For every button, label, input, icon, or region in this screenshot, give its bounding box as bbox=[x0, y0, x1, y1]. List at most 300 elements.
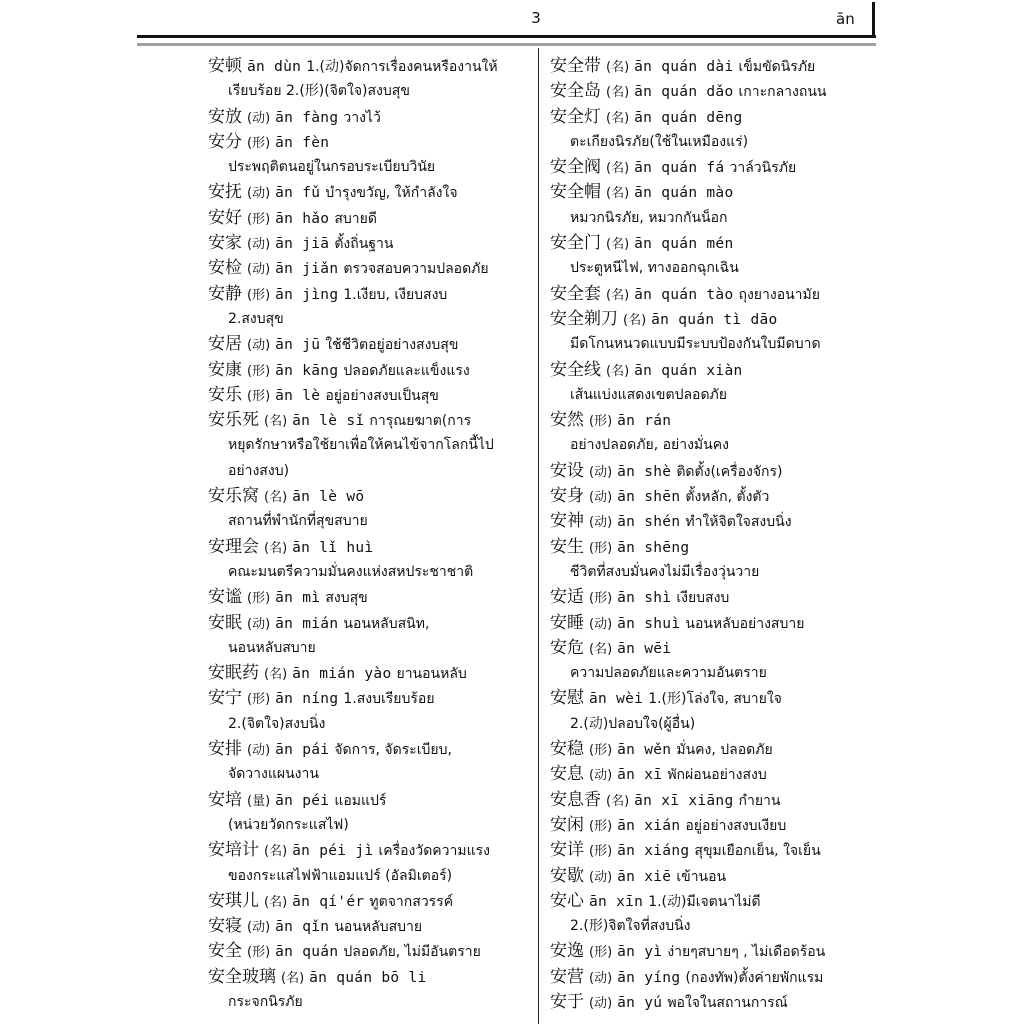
dictionary-entry bbox=[208, 838, 534, 863]
chinese-headword: 安眠药 bbox=[208, 663, 259, 684]
chinese-headword: 安适 bbox=[550, 587, 584, 608]
chinese-headword: 安神 bbox=[550, 511, 584, 532]
dictionary-entry bbox=[208, 737, 534, 762]
entry-continuation bbox=[208, 636, 534, 661]
part-of-speech: (动) bbox=[247, 920, 271, 936]
pinyin: ān shì bbox=[617, 590, 672, 607]
chinese-headword: 安乐窝 bbox=[208, 486, 259, 507]
thai-translation: นอนหลับสนิท, bbox=[343, 615, 430, 632]
pinyin: ān qǐn bbox=[275, 919, 330, 936]
thai-translation: ตะเกียงนิรภัย(ใช้ในเหมืองแร่) bbox=[570, 133, 749, 150]
dictionary-entry bbox=[550, 155, 880, 180]
dictionary-entry bbox=[550, 509, 880, 534]
part-of-speech: (名) bbox=[606, 287, 630, 303]
thai-translation: พอใจในสถานการณ์ bbox=[667, 994, 788, 1011]
dictionary-entry bbox=[208, 788, 534, 813]
thai-translation: ถุงยางอนามัย bbox=[738, 286, 820, 303]
chinese-headword: 安睡 bbox=[550, 612, 584, 633]
part-of-speech: (动) bbox=[589, 970, 613, 986]
entry-continuation bbox=[208, 813, 534, 838]
chinese-headword: 安康 bbox=[208, 359, 242, 380]
chinese-headword: 安生 bbox=[550, 536, 584, 557]
part-of-speech: (动) bbox=[247, 110, 271, 126]
entry-continuation bbox=[550, 914, 880, 939]
dictionary-entry bbox=[208, 914, 534, 939]
entry-continuation bbox=[208, 509, 534, 534]
thai-translation: ของกระแสไฟฟ้าแอมแปร์ (อัลมิเตอร์) bbox=[228, 867, 453, 884]
header-corner-rule bbox=[872, 2, 875, 38]
part-of-speech: (动) bbox=[247, 262, 271, 278]
part-of-speech: (名) bbox=[606, 161, 630, 177]
thai-translation: ใช้ชีวิตอยู่อย่างสงบสุข bbox=[325, 337, 459, 354]
dictionary-entry bbox=[208, 535, 534, 560]
part-of-speech: (名) bbox=[264, 414, 288, 430]
header-rule-thick bbox=[137, 35, 876, 38]
chinese-headword: 安放 bbox=[208, 106, 242, 127]
dictionary-entry bbox=[208, 889, 534, 914]
chinese-headword: 安全线 bbox=[550, 359, 601, 380]
chinese-headword: 安身 bbox=[550, 486, 584, 507]
pinyin: ān quán bō li bbox=[309, 969, 427, 986]
dictionary-entry bbox=[208, 54, 534, 79]
chinese-headword: 安顿 bbox=[208, 56, 242, 76]
dictionary-entry bbox=[208, 585, 534, 610]
chinese-headword: 安闲 bbox=[550, 814, 584, 835]
part-of-speech: (动) bbox=[589, 995, 613, 1011]
thai-translation: (หน่วยวัดกระแสไฟ) bbox=[228, 816, 349, 833]
chinese-headword: 安设 bbox=[550, 460, 584, 481]
entry-continuation bbox=[208, 864, 534, 889]
pinyin: ān shè bbox=[617, 463, 672, 480]
dictionary-entry bbox=[208, 383, 534, 408]
entry-continuation bbox=[208, 155, 534, 180]
chinese-headword: 安详 bbox=[550, 840, 584, 861]
dictionary-entry bbox=[550, 965, 880, 990]
dictionary-entry bbox=[550, 459, 880, 484]
thai-translation: พักผ่อนอย่างสงบ bbox=[667, 767, 767, 784]
part-of-speech: (形) bbox=[589, 414, 613, 430]
thai-translation: ชีวิตที่สงบมั่นคงไม่มีเรื่องวุ่นวาย bbox=[570, 563, 760, 580]
dictionary-entry bbox=[550, 990, 880, 1015]
part-of-speech: (量) bbox=[247, 793, 271, 809]
part-of-speech: (形) bbox=[247, 363, 271, 379]
chinese-headword: 安乐死 bbox=[208, 410, 259, 431]
part-of-speech: (名) bbox=[606, 793, 630, 809]
thai-translation: หยุดรักษาหรือใช้ยาเพื่อให้คนไข้จากโลกนี้ไป bbox=[228, 437, 494, 454]
pinyin: ān péi bbox=[275, 792, 330, 809]
dictionary-entry bbox=[208, 965, 534, 990]
thai-translation: นอนหลับสบาย bbox=[334, 919, 423, 936]
left-column bbox=[208, 54, 534, 1015]
thai-translation: 1.(形)โล่งใจ, สบายใจ bbox=[648, 691, 782, 708]
part-of-speech: (名) bbox=[606, 110, 630, 126]
pinyin: ān xīn bbox=[589, 893, 644, 910]
chinese-headword: 安培计 bbox=[208, 840, 259, 861]
pinyin: ān jiǎn bbox=[275, 261, 339, 278]
part-of-speech: (名) bbox=[264, 667, 288, 683]
pinyin: ān quán tì dāo bbox=[651, 311, 778, 328]
thai-translation: ตั้งหลัก, ตั้งตัว bbox=[685, 489, 770, 506]
dictionary-entry bbox=[208, 206, 534, 231]
chinese-headword: 安逸 bbox=[550, 941, 584, 962]
chinese-headword: 安谧 bbox=[208, 587, 242, 608]
dictionary-entry bbox=[550, 282, 880, 307]
dictionary-entry bbox=[550, 358, 880, 383]
dictionary-entry bbox=[550, 686, 880, 711]
thai-translation: นอนหลับสบาย bbox=[228, 639, 316, 656]
thai-translation: เกาะกลางถนน bbox=[738, 84, 827, 101]
part-of-speech: (名) bbox=[606, 85, 630, 101]
chinese-headword: 安培 bbox=[208, 789, 242, 810]
thai-translation: จัดวางแผนงาน bbox=[228, 766, 319, 783]
thai-translation: เรียบร้อย 2.(形)(จิตใจ)สงบสุข bbox=[228, 83, 410, 100]
pinyin: ān lè wō bbox=[292, 489, 365, 506]
pinyin: ān péi jì bbox=[292, 843, 374, 860]
pinyin: ān lè sǐ bbox=[292, 413, 365, 430]
chinese-headword: 安全 bbox=[208, 941, 242, 962]
chinese-headword: 安眠 bbox=[208, 612, 242, 633]
chinese-headword: 安然 bbox=[550, 410, 584, 431]
pinyin: ān quán fá bbox=[634, 160, 725, 177]
chinese-headword: 安抚 bbox=[208, 182, 242, 203]
pinyin: ān níng bbox=[275, 691, 339, 708]
chinese-headword: 安理会 bbox=[208, 536, 259, 557]
pinyin: ān quán xiàn bbox=[634, 362, 743, 379]
thai-translation: มั่นคง, ปลอดภัย bbox=[676, 742, 773, 759]
thai-translation: ยานอนหลับ bbox=[396, 666, 467, 683]
thai-translation: สุขุมเยือกเย็น, ใจเย็น bbox=[694, 843, 821, 860]
pinyin: ān quán tào bbox=[634, 286, 734, 303]
part-of-speech: (形) bbox=[589, 844, 613, 860]
pinyin: ān wèi bbox=[589, 691, 644, 708]
chinese-headword: 安排 bbox=[208, 739, 242, 760]
part-of-speech: (动) bbox=[247, 338, 271, 354]
column-divider bbox=[538, 48, 539, 1024]
part-of-speech: (形) bbox=[247, 692, 271, 708]
part-of-speech: (名) bbox=[606, 237, 630, 253]
dictionary-entry bbox=[208, 105, 534, 130]
dictionary-entry bbox=[550, 231, 880, 256]
part-of-speech: (动) bbox=[247, 237, 271, 253]
entry-continuation bbox=[208, 762, 534, 787]
guide-word: ān bbox=[836, 10, 855, 28]
pinyin: ān xī xiāng bbox=[634, 792, 734, 809]
thai-translation: กระจกนิรภัย bbox=[228, 993, 303, 1010]
part-of-speech: (形) bbox=[589, 818, 613, 834]
dictionary-entry bbox=[550, 484, 880, 509]
thai-translation: ง่ายๆสบายๆ , ไม่เดือดร้อน bbox=[667, 944, 826, 961]
thai-translation: ปลอดภัยและแข็งแรง bbox=[343, 362, 470, 379]
thai-translation: เงียบสงบ bbox=[676, 590, 730, 607]
pinyin: ān mì bbox=[275, 590, 321, 607]
pinyin: ān jū bbox=[275, 337, 321, 354]
pinyin: ān yú bbox=[617, 994, 663, 1011]
dictionary-entry bbox=[550, 939, 880, 964]
pinyin: ān kāng bbox=[275, 362, 339, 379]
pinyin: ān quán mén bbox=[634, 236, 734, 253]
entry-continuation bbox=[550, 712, 880, 737]
thai-translation: 1.(动)จัดการเรื่องคนหรืองานให้ bbox=[306, 59, 498, 75]
dictionary-entry bbox=[550, 636, 880, 661]
part-of-speech: (名) bbox=[606, 363, 630, 379]
part-of-speech: (名) bbox=[606, 60, 630, 75]
entry-continuation bbox=[208, 560, 534, 585]
pinyin: ān mián yào bbox=[292, 666, 392, 683]
dictionary-entry bbox=[550, 307, 880, 332]
thai-translation: การุณยฆาต(การ bbox=[369, 413, 472, 430]
thai-translation: ตั้งถิ่นฐาน bbox=[334, 236, 394, 253]
dictionary-entry bbox=[208, 332, 534, 357]
chinese-headword: 安心 bbox=[550, 890, 584, 911]
thai-translation: สงบสุข bbox=[325, 590, 368, 607]
dictionary-entry bbox=[550, 838, 880, 863]
dictionary-entry bbox=[208, 180, 534, 205]
chinese-headword: 安全灯 bbox=[550, 106, 601, 127]
part-of-speech: (形) bbox=[589, 743, 613, 759]
pinyin: ān xián bbox=[617, 817, 681, 834]
thai-translation: เครื่องวัดความแรง bbox=[378, 843, 490, 860]
part-of-speech: (名) bbox=[281, 970, 305, 986]
thai-translation: ทำให้จิตใจสงบนิ่ง bbox=[685, 514, 792, 531]
thai-translation: หมวกนิรภัย, หมวกกันน็อก bbox=[570, 209, 728, 226]
pinyin: ān hǎo bbox=[275, 210, 330, 227]
pinyin: ān xī bbox=[617, 767, 663, 784]
dictionary-entry bbox=[208, 130, 534, 155]
dictionary-entry bbox=[208, 939, 534, 964]
pinyin: ān quán dǎo bbox=[634, 84, 734, 101]
dictionary-entry bbox=[550, 889, 880, 914]
entry-continuation bbox=[208, 307, 534, 332]
entry-continuation bbox=[550, 206, 880, 231]
thai-translation: 1.(动)มีเจตนาไม่ดี bbox=[648, 893, 761, 910]
dictionary-entry bbox=[550, 788, 880, 813]
part-of-speech: (形) bbox=[589, 540, 613, 556]
pinyin: ān jìng bbox=[275, 286, 339, 303]
dictionary-entry bbox=[550, 180, 880, 205]
thai-translation: วาล์วนิรภัย bbox=[729, 160, 797, 177]
pinyin: ān yì bbox=[617, 944, 663, 961]
part-of-speech: (名) bbox=[264, 540, 288, 556]
chinese-headword: 安全带 bbox=[550, 56, 601, 76]
pinyin: ān rán bbox=[617, 413, 672, 430]
chinese-headword: 安全剃刀 bbox=[550, 308, 618, 329]
pinyin: ān xiē bbox=[617, 868, 672, 885]
part-of-speech: (动) bbox=[247, 743, 271, 759]
pinyin: ān quán dēng bbox=[634, 109, 743, 126]
dictionary-entry bbox=[208, 611, 534, 636]
pinyin: ān wēi bbox=[617, 640, 672, 657]
dictionary-entry bbox=[550, 54, 880, 79]
entry-continuation bbox=[208, 990, 534, 1015]
entry-continuation bbox=[208, 712, 534, 737]
entry-continuation bbox=[550, 256, 880, 281]
part-of-speech: (形) bbox=[589, 945, 613, 961]
page-number: 3 bbox=[531, 9, 541, 27]
chinese-headword: 安歇 bbox=[550, 865, 584, 886]
pinyin: ān jiā bbox=[275, 236, 330, 253]
thai-translation: อยู่อย่างสงบเป็นสุข bbox=[325, 387, 439, 404]
part-of-speech: (形) bbox=[589, 591, 613, 607]
chinese-headword: 安营 bbox=[550, 966, 584, 987]
thai-translation: ทูตจากสวรรค์ bbox=[369, 893, 454, 910]
dictionary-entry bbox=[550, 813, 880, 838]
dictionary-entry bbox=[208, 661, 534, 686]
part-of-speech: (名) bbox=[264, 490, 288, 506]
thai-translation: เข้านอน bbox=[676, 868, 727, 885]
part-of-speech: (动) bbox=[247, 186, 271, 202]
dictionary-entry bbox=[550, 408, 880, 433]
thai-translation: 2.(动)ปลอบใจ(ผู้อื่น) bbox=[570, 715, 696, 732]
part-of-speech: (动) bbox=[589, 464, 613, 480]
part-of-speech: (动) bbox=[589, 768, 613, 784]
thai-translation: อย่างสงบ) bbox=[228, 462, 290, 479]
thai-translation: บำรุงขวัญ, ให้กำลังใจ bbox=[325, 185, 458, 202]
chinese-headword: 安全门 bbox=[550, 233, 601, 254]
thai-translation: จัดการ, จัดระเบียบ, bbox=[334, 742, 452, 759]
thai-translation: ปลอดภัย, ไม่มีอันตราย bbox=[343, 944, 481, 961]
part-of-speech: (形) bbox=[247, 211, 271, 227]
part-of-speech: (动) bbox=[589, 490, 613, 506]
chinese-headword: 安全岛 bbox=[550, 81, 601, 102]
chinese-headword: 安全阀 bbox=[550, 157, 601, 178]
thai-translation: แอมแปร์ bbox=[334, 792, 387, 809]
pinyin: ān yíng bbox=[617, 969, 681, 986]
chinese-headword: 安全帽 bbox=[550, 182, 601, 203]
dictionary-entry bbox=[550, 762, 880, 787]
chinese-headword: 安静 bbox=[208, 283, 242, 304]
pinyin: ān mián bbox=[275, 615, 339, 632]
entry-continuation bbox=[550, 661, 880, 686]
dictionary-entry bbox=[550, 585, 880, 610]
dictionary-entry bbox=[550, 535, 880, 560]
thai-translation: (กองทัพ)ตั้งค่ายพักแรม bbox=[685, 969, 824, 986]
thai-translation: เข็มขัดนิรภัย bbox=[738, 59, 816, 75]
thai-translation: สบายดี bbox=[334, 210, 377, 227]
chinese-headword: 安乐 bbox=[208, 384, 242, 405]
dictionary-entry bbox=[208, 484, 534, 509]
chinese-headword: 安稳 bbox=[550, 739, 584, 760]
pinyin: ān shēng bbox=[617, 539, 690, 556]
chinese-headword: 安检 bbox=[208, 258, 242, 279]
chinese-headword: 安全玻璃 bbox=[208, 966, 276, 987]
thai-translation: 1.สงบเรียบร้อย bbox=[343, 691, 435, 708]
pinyin: ān lè bbox=[275, 387, 321, 404]
pinyin: ān lǐ huì bbox=[292, 539, 374, 556]
chinese-headword: 安息香 bbox=[550, 789, 601, 810]
thai-translation: 2.(จิตใจ)สงบนิ่ง bbox=[228, 715, 326, 732]
entry-continuation bbox=[550, 383, 880, 408]
header-rule-thin bbox=[137, 43, 876, 46]
part-of-speech: (形) bbox=[247, 591, 271, 607]
part-of-speech: (名) bbox=[623, 312, 647, 328]
thai-translation: 1.เงียบ, เงียบสงบ bbox=[343, 286, 448, 303]
part-of-speech: (名) bbox=[264, 894, 288, 910]
chinese-headword: 安琪儿 bbox=[208, 890, 259, 911]
dictionary-entry bbox=[550, 611, 880, 636]
thai-translation: มีดโกนหนวดแบบมีระบบป้องกันใบมีดบาด bbox=[570, 336, 821, 353]
dictionary-entry bbox=[550, 864, 880, 889]
pinyin: ān shuì bbox=[617, 615, 681, 632]
thai-translation: ติดตั้ง(เครื่องจักร) bbox=[676, 463, 783, 480]
chinese-headword: 安好 bbox=[208, 207, 242, 228]
pinyin: ān dùn bbox=[247, 59, 302, 75]
thai-translation: ตรวจสอบความปลอดภัย bbox=[343, 261, 489, 278]
chinese-headword: 安寝 bbox=[208, 916, 242, 937]
part-of-speech: (名) bbox=[606, 186, 630, 202]
entry-continuation bbox=[208, 79, 534, 104]
entry-continuation bbox=[550, 332, 880, 357]
pinyin: ān quán dài bbox=[634, 59, 734, 75]
part-of-speech: (动) bbox=[247, 616, 271, 632]
thai-translation: ประตูหนีไฟ, ทางออกฉุกเฉิน bbox=[570, 260, 739, 277]
part-of-speech: (动) bbox=[589, 515, 613, 531]
dictionary-entry bbox=[550, 79, 880, 104]
entry-continuation bbox=[208, 433, 534, 458]
chinese-headword: 安宁 bbox=[208, 688, 242, 709]
entry-continuation bbox=[208, 459, 534, 484]
dictionary-entry bbox=[208, 358, 534, 383]
chinese-headword: 安全套 bbox=[550, 283, 601, 304]
thai-translation: ความปลอดภัยและความอันตราย bbox=[570, 665, 767, 682]
thai-translation: 2.สงบสุข bbox=[228, 310, 284, 327]
chinese-headword: 安于 bbox=[550, 991, 584, 1012]
thai-translation: สถานที่พำนักที่สุขสบาย bbox=[228, 513, 368, 530]
dictionary-entry bbox=[550, 737, 880, 762]
pinyin: ān shén bbox=[617, 514, 681, 531]
dictionary-entry bbox=[208, 256, 534, 281]
part-of-speech: (形) bbox=[247, 388, 271, 404]
pinyin: ān xiáng bbox=[617, 843, 690, 860]
part-of-speech: (形) bbox=[247, 287, 271, 303]
pinyin: ān fàng bbox=[275, 109, 339, 126]
chinese-headword: 安危 bbox=[550, 637, 584, 658]
chinese-headword: 安居 bbox=[208, 334, 242, 355]
chinese-headword: 安家 bbox=[208, 233, 242, 254]
thai-translation: นอนหลับอย่างสบาย bbox=[685, 615, 805, 632]
part-of-speech: (动) bbox=[589, 869, 613, 885]
entry-continuation bbox=[550, 130, 880, 155]
dictionary-entry bbox=[550, 105, 880, 130]
right-column bbox=[550, 54, 880, 1015]
dictionary-entry bbox=[208, 282, 534, 307]
pinyin: ān fǔ bbox=[275, 185, 321, 202]
thai-translation: ประพฤติตนอยู่ในกรอบระเบียบวินัย bbox=[228, 159, 436, 176]
pinyin: ān qí'ér bbox=[292, 893, 365, 910]
entry-continuation bbox=[550, 560, 880, 585]
thai-translation: อยู่อย่างสงบเงียบ bbox=[685, 817, 787, 834]
entry-continuation bbox=[550, 433, 880, 458]
pinyin: ān pái bbox=[275, 742, 330, 759]
part-of-speech: (形) bbox=[247, 945, 271, 961]
part-of-speech: (动) bbox=[589, 616, 613, 632]
dictionary-entry bbox=[208, 408, 534, 433]
part-of-speech: (名) bbox=[264, 844, 288, 860]
pinyin: ān fèn bbox=[275, 134, 330, 151]
dictionary-entry bbox=[208, 686, 534, 711]
thai-translation: กำยาน bbox=[738, 792, 781, 809]
thai-translation: คณะมนตรีความมั่นคงแห่งสหประชาชาติ bbox=[228, 563, 474, 580]
thai-translation: เส้นแบ่งแสดงเขตปลอดภัย bbox=[570, 386, 727, 403]
thai-translation: วางไว้ bbox=[343, 109, 381, 126]
dictionary-entry bbox=[208, 231, 534, 256]
part-of-speech: (名) bbox=[589, 641, 613, 657]
pinyin: ān quán bbox=[275, 944, 339, 961]
part-of-speech: (形) bbox=[247, 135, 271, 151]
chinese-headword: 安息 bbox=[550, 764, 584, 785]
chinese-headword: 安慰 bbox=[550, 688, 584, 709]
pinyin: ān wěn bbox=[617, 742, 672, 759]
pinyin: ān quán mào bbox=[634, 185, 734, 202]
